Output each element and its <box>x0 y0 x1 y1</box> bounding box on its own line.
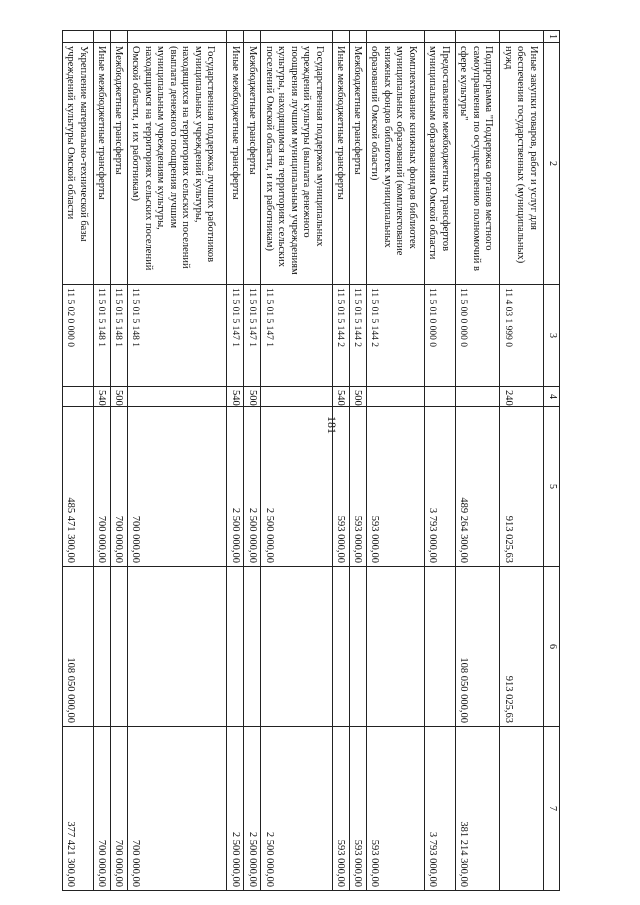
row-code: 11 5 00 0 000 0 <box>455 285 499 387</box>
row-amount-federal <box>332 567 349 727</box>
header-cell: 4 <box>544 387 560 407</box>
row-code: 11 5 01 5 147 1 <box>261 285 333 387</box>
row-amount-regional: 700 000,00 <box>93 727 110 891</box>
row-amount-regional <box>500 727 544 891</box>
row-number <box>500 31 544 43</box>
table-row <box>349 31 366 891</box>
row-number <box>227 31 244 43</box>
row-code: 11 5 01 5 147 1 <box>244 285 261 387</box>
row-amount-federal <box>227 567 244 727</box>
row-name: Государственная поддержка лучших работников муниципальных учреждений культуры, находящихся на территориях сельских поселений (выплата денежного поощрения лучшим муниципальным учреждениям культуры, находящимся на территориях сельских поселений Омской области, и их работникам) <box>127 43 226 285</box>
row-number <box>349 31 366 43</box>
header-cell: 7 <box>544 727 560 891</box>
row-amount-federal: 108 050 000,00 <box>455 567 499 727</box>
row-name: Комплектование книжных фондов библиотек муниципальных образований (комплектование книжных фондов библиотек муниципальных образований Омской области) <box>366 43 424 285</box>
row-amount-federal <box>261 567 333 727</box>
row-code: 11 5 01 5 147 1 <box>227 285 244 387</box>
page-number: 181 <box>325 416 339 434</box>
row-amount-regional: 2 500 000,00 <box>244 727 261 891</box>
row-code: 11 5 01 0 000 0 <box>424 285 455 387</box>
row-number <box>424 31 455 43</box>
table-row <box>93 31 110 891</box>
row-name: Межбюджетные трансферты <box>349 43 366 285</box>
row-name: Государственная поддержка муниципальных учреждений культуры (выплата денежного поощрения лучшим муниципальным учреждениям культуры, находящимся на территориях сельских поселений Омской области, и их работникам) <box>261 43 333 285</box>
row-code: 11 5 01 5 148 1 <box>110 285 127 387</box>
row-name: Межбюджетные трансферты <box>244 43 261 285</box>
row-amount-total: 913 025,63 <box>500 407 544 567</box>
header-cell: 3 <box>544 285 560 387</box>
row-expense-type: 500 <box>349 387 366 407</box>
row-name: Предоставление межбюджетных трансфертов муниципальным образованиям Омской области <box>424 43 455 285</box>
row-amount-federal <box>424 567 455 727</box>
row-name: Укрепление материально-технической базы учреждений культуры Омской области <box>63 43 94 285</box>
row-amount-federal <box>366 567 424 727</box>
header-cell: 2 <box>544 43 560 285</box>
row-name: Иные межбюджетные трансферты <box>93 43 110 285</box>
row-name: Подпрограмма "Поддержка органов местного самоуправления по осуществлению полномочий в сфере культуры" <box>455 43 499 285</box>
row-amount-regional: 593 000,00 <box>332 727 349 891</box>
row-number <box>332 31 349 43</box>
row-expense-type <box>424 387 455 407</box>
row-expense-type <box>455 387 499 407</box>
row-name: Иные закупки товаров, работ и услуг для обеспечения государственных (муниципальных) нужд <box>500 43 544 285</box>
rotated-table-container <box>62 30 560 890</box>
row-expense-type <box>127 387 226 407</box>
header-cell: 1 <box>544 31 560 43</box>
row-code: 11 5 01 5 144 2 <box>332 285 349 387</box>
header-row <box>544 31 560 891</box>
table-row <box>261 31 333 891</box>
row-code: 11 4 03 1 999 0 <box>500 285 544 387</box>
table-row <box>110 31 127 891</box>
row-expense-type <box>366 387 424 407</box>
row-expense-type <box>63 387 94 407</box>
row-amount-federal <box>110 567 127 727</box>
row-expense-type: 240 <box>500 387 544 407</box>
row-code: 11 5 02 0 000 0 <box>63 285 94 387</box>
row-amount-federal <box>244 567 261 727</box>
row-amount-total: 3 793 000,00 <box>424 407 455 567</box>
table-row <box>244 31 261 891</box>
row-amount-regional: 593 000,00 <box>366 727 424 891</box>
row-amount-total: 593 000,00 <box>366 407 424 567</box>
row-amount-regional: 700 000,00 <box>110 727 127 891</box>
row-amount-total: 593 000,00 <box>332 407 349 567</box>
row-expense-type <box>261 387 333 407</box>
row-expense-type: 540 <box>227 387 244 407</box>
row-number <box>63 31 94 43</box>
table-row <box>366 31 424 891</box>
row-amount-total: 700 000,00 <box>93 407 110 567</box>
row-amount-regional: 2 500 000,00 <box>227 727 244 891</box>
row-number <box>455 31 499 43</box>
row-code: 11 5 01 5 148 1 <box>93 285 110 387</box>
row-amount-federal <box>93 567 110 727</box>
row-name: Иные межбюджетные трансферты <box>227 43 244 285</box>
row-amount-total: 485 471 300,00 <box>63 407 94 567</box>
row-amount-federal: 913 025,63 <box>500 567 544 727</box>
row-name: Иные межбюджетные трансферты <box>332 43 349 285</box>
row-amount-total: 2 500 000,00 <box>227 407 244 567</box>
table-row <box>500 31 544 891</box>
row-number <box>110 31 127 43</box>
row-code: 11 5 01 5 144 2 <box>366 285 424 387</box>
row-expense-type: 500 <box>110 387 127 407</box>
row-amount-regional: 3 793 000,00 <box>424 727 455 891</box>
row-amount-total: 593 000,00 <box>349 407 366 567</box>
header-cell: 5 <box>544 407 560 567</box>
row-amount-total: 700 000,00 <box>127 407 226 567</box>
row-amount-total: 700 000,00 <box>110 407 127 567</box>
row-amount-regional: 2 500 000,00 <box>261 727 333 891</box>
row-amount-total: 2 500 000,00 <box>261 407 333 567</box>
header-cell: 6 <box>544 567 560 727</box>
row-number <box>244 31 261 43</box>
table-row <box>424 31 455 891</box>
row-code: 11 5 01 5 148 1 <box>127 285 226 387</box>
row-name: Межбюджетные трансферты <box>110 43 127 285</box>
row-number <box>261 31 333 43</box>
row-expense-type: 540 <box>332 387 349 407</box>
row-number <box>93 31 110 43</box>
row-amount-regional: 381 214 300,00 <box>455 727 499 891</box>
budget-table <box>62 30 560 891</box>
table-row <box>227 31 244 891</box>
table-row <box>63 31 94 891</box>
table-row <box>332 31 349 891</box>
table-row <box>455 31 499 891</box>
row-amount-federal <box>349 567 366 727</box>
table-row <box>127 31 226 891</box>
row-amount-regional: 700 000,00 <box>127 727 226 891</box>
row-expense-type: 500 <box>244 387 261 407</box>
row-amount-regional: 377 421 300,00 <box>63 727 94 891</box>
row-amount-total: 489 264 300,00 <box>455 407 499 567</box>
row-code: 11 5 01 5 144 2 <box>349 285 366 387</box>
row-expense-type: 540 <box>93 387 110 407</box>
row-amount-federal: 108 050 000,00 <box>63 567 94 727</box>
row-number <box>127 31 226 43</box>
row-amount-regional: 593 000,00 <box>349 727 366 891</box>
row-amount-federal <box>127 567 226 727</box>
row-amount-total: 2 500 000,00 <box>244 407 261 567</box>
row-number <box>366 31 424 43</box>
